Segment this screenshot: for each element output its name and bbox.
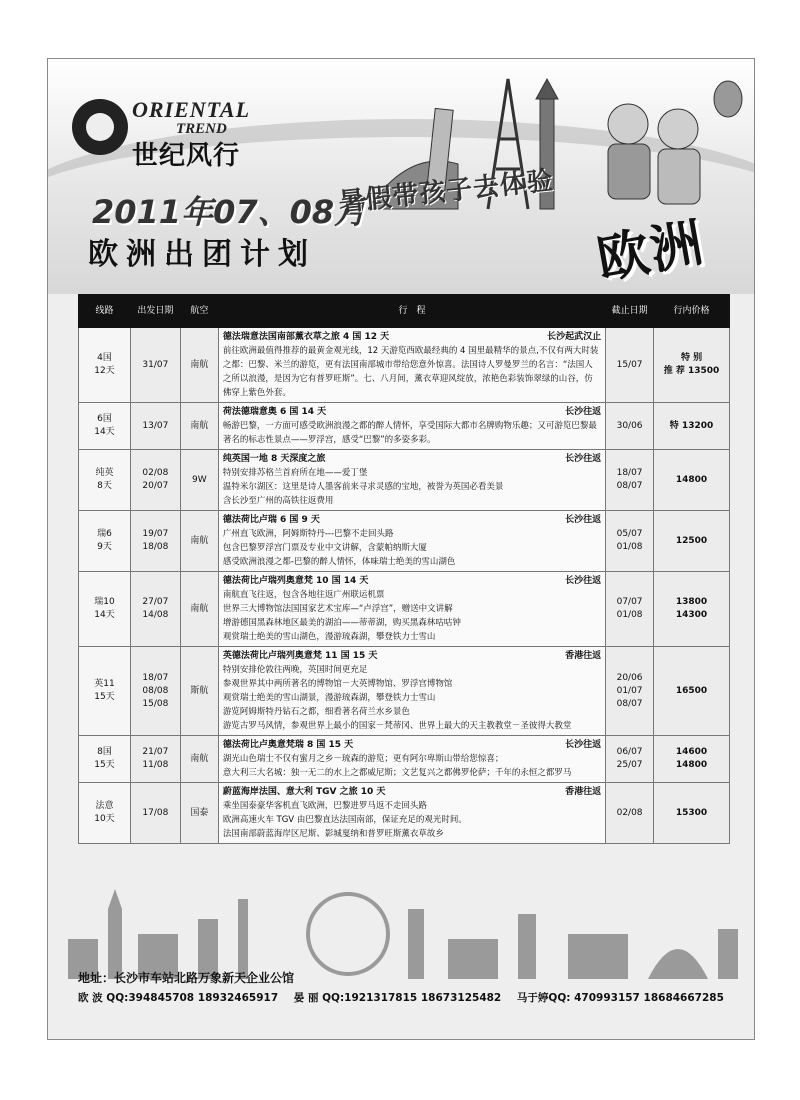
itinerary-line: 游览古罗马风情，参观世界上最小的国家－梵蒂冈、世界上最大的天主教教堂－圣彼得大教堂	[222, 721, 572, 731]
deadline-cell-value: 25/07	[616, 760, 643, 770]
price-cell	[654, 511, 730, 572]
itinerary-cell	[218, 403, 605, 450]
flyer-sheet	[47, 58, 755, 1040]
depart-cell	[130, 736, 180, 783]
price-cell-value: 特 13200	[669, 420, 714, 431]
depart-cell	[130, 647, 180, 736]
itinerary-title: 荷法德瑞意奥 6 国 14 天	[222, 407, 327, 417]
itinerary-origin: 长沙起武汉止	[547, 332, 602, 342]
price-cell-value: 14600	[675, 747, 708, 757]
deadline-cell-value: 02/08	[616, 807, 643, 818]
deadline-cell	[606, 783, 654, 844]
deadline-cell	[606, 403, 654, 450]
table-row	[79, 450, 730, 511]
route-cell: 英11 15天	[79, 647, 131, 736]
depart-cell-value: 17/08	[142, 807, 169, 818]
itinerary-line: 广州直飞欧洲，阿姆斯特丹---巴黎不走回头路	[222, 529, 394, 539]
price-cell	[654, 647, 730, 736]
header-depart: 出发日期	[130, 295, 180, 328]
footer	[78, 969, 738, 1005]
itinerary-title-row	[223, 649, 601, 663]
table-header-row	[79, 295, 730, 328]
deadline-cell-value: 01/08	[616, 610, 643, 620]
itinerary-line: 感受欧洲浪漫之都-巴黎的醉人情怀，体味瑞士绝美的雪山湖色	[222, 557, 456, 567]
depart-cell	[130, 450, 180, 511]
depart-cell-value: 11/08	[142, 760, 169, 770]
price-cell	[654, 328, 730, 403]
itinerary-line: 法国南部蔚蓝海岸区尼斯、影城戛纳和普罗旺斯薰衣草故乡	[222, 829, 444, 839]
airline-cell: 9W	[180, 450, 218, 511]
itinerary-origin: 香港往返	[565, 651, 602, 661]
itinerary-title: 德法荷比卢奥意梵瑞 8 国 15 天	[222, 740, 354, 750]
itinerary-cell	[218, 572, 605, 647]
itinerary-title: 纯英国一地 8 天深度之旅	[222, 454, 326, 464]
depart-cell-value: 14/08	[142, 610, 169, 620]
depart-cell-value: 02/08	[142, 468, 169, 478]
price-cell-value: 特 别 推 荐 13500	[663, 353, 720, 376]
itinerary-cell	[218, 450, 605, 511]
deadline-cell-value: 30/06	[616, 420, 643, 431]
airline-cell: 南航	[180, 572, 218, 647]
depart-cell-value: 27/07	[142, 597, 169, 607]
deadline-cell-value: 20/06	[616, 672, 643, 683]
table-row	[79, 736, 730, 783]
tour-schedule-table-wrap	[78, 294, 730, 844]
itinerary-line: 游览阿姆斯特丹钻石之都，细看著名荷兰水乡景色	[222, 707, 410, 717]
itinerary-line: 欧洲高速火车 TGV 由巴黎直达法国南部，保证充足的观光时间。	[222, 815, 467, 825]
header-price: 行内价格	[654, 295, 730, 328]
itinerary-title-row	[223, 330, 601, 344]
brand-logo	[72, 91, 272, 171]
airline-cell: 南航	[180, 328, 218, 403]
tour-schedule-table	[78, 294, 730, 844]
itinerary-origin: 香港往返	[565, 787, 602, 797]
itinerary-cell	[218, 511, 605, 572]
route-cell: 4国 12天	[79, 328, 131, 403]
depart-cell	[130, 572, 180, 647]
deadline-cell-value: 15/07	[616, 359, 643, 370]
depart-cell-value: 08/08	[142, 685, 169, 696]
price-cell	[654, 736, 730, 783]
deadline-cell-value: 01/08	[616, 542, 643, 552]
itinerary-line: 包含巴黎罗浮宫门票及专业中文讲解，含蒙帕纳斯大厦	[222, 543, 427, 553]
itinerary-line: 乘坐国泰豪华客机直飞欧洲，巴黎进罗马返不走回头路	[222, 801, 427, 811]
logo-mark-icon	[72, 99, 128, 155]
price-cell	[654, 572, 730, 647]
child-girl-icon	[608, 104, 648, 144]
price-cell-value: 16500	[675, 685, 708, 696]
itinerary-title-row	[223, 513, 601, 527]
contact-3: 马于婷QQ: 470993157 18684667285	[516, 992, 724, 1004]
itinerary-origin: 长沙往返	[565, 515, 602, 525]
depart-cell-value: 31/07	[142, 359, 169, 370]
itinerary-title: 德法瑞意法国南部薰衣草之旅 4 国 12 天	[222, 332, 390, 342]
logo-cn: 世纪风行	[132, 141, 241, 171]
schedule-period: 2011年07、08月	[92, 193, 367, 231]
deadline-cell	[606, 511, 654, 572]
header-itinerary: 行 程	[218, 295, 605, 328]
route-cell: 瑞10 14天	[79, 572, 131, 647]
itinerary-origin: 长沙往返	[565, 407, 602, 417]
deadline-cell	[606, 572, 654, 647]
deadline-cell-value: 18/07	[616, 468, 643, 478]
itinerary-title-row	[223, 452, 601, 466]
depart-cell	[130, 403, 180, 450]
itinerary-title: 英德法荷比卢瑞列奥意梵 11 国 15 天	[222, 651, 378, 661]
header-route: 线路	[79, 295, 131, 328]
child-boy-icon	[658, 109, 698, 149]
price-cell-value: 14300	[675, 610, 708, 620]
deadline-cell	[606, 450, 654, 511]
route-cell: 6国 14天	[79, 403, 131, 450]
table-row	[79, 572, 730, 647]
itinerary-title-row	[223, 785, 601, 799]
itinerary-line: 前往欧洲最值得推荐的最黄金观光线，12 天游览西欧最经典的 4 国里最精华的景点,不仅有两大时装之都：巴黎、米兰的游览，更有法国南部城市带给您意外惊喜。法国诗人罗曼罗兰的名言：“法国人之所以浪漫，是因为它有普罗旺斯”。七、八月间，薰衣草迎风绽放，浓艳色彩装饰翠绿的山谷，仿佛穿上紫色外套。	[222, 346, 599, 398]
deadline-cell-value: 01/07	[616, 685, 643, 696]
deadline-cell	[606, 736, 654, 783]
itinerary-line: 特别安排苏格兰首府所在地——爱丁堡	[222, 468, 368, 478]
itinerary-origin: 长沙往返	[565, 740, 602, 750]
airline-cell: 南航	[180, 511, 218, 572]
table-body	[79, 328, 730, 844]
logo-en-line2: TREND	[176, 121, 227, 137]
page-title: 欧洲出团计划	[88, 237, 316, 272]
airline-cell: 国泰	[180, 783, 218, 844]
depart-cell	[130, 328, 180, 403]
deadline-cell	[606, 328, 654, 403]
itinerary-title: 蔚蓝海岸法国、意大利 TGV 之旅 10 天	[222, 787, 386, 797]
hot-air-balloon-icon	[714, 81, 742, 117]
contact-2: 晏 丽 QQ:1921317815 18673125482	[293, 992, 502, 1004]
itinerary-origin: 长沙往返	[565, 454, 602, 464]
slogan-europe: 欧洲	[592, 212, 710, 291]
itinerary-title-row	[223, 738, 601, 752]
airline-cell: 南航	[180, 403, 218, 450]
route-cell: 瑞6 9天	[79, 511, 131, 572]
itinerary-title-row	[223, 405, 601, 419]
depart-cell-value: 19/07	[142, 529, 169, 539]
table-row	[79, 328, 730, 403]
table-row	[79, 403, 730, 450]
itinerary-cell	[218, 647, 605, 736]
itinerary-line: 增游德国黑森林地区最美的湖泊——蒂蒂湖，购买黑森林咕咕钟	[222, 618, 461, 628]
depart-cell	[130, 511, 180, 572]
itinerary-line: 湖光山色瑞士不仅有蜜月之乡－琉森的游览；更有阿尔卑斯山带给您惊喜；	[222, 754, 504, 764]
price-cell-value: 14800	[675, 760, 708, 770]
price-cell	[654, 450, 730, 511]
hero-banner	[48, 59, 754, 294]
route-cell: 8国 15天	[79, 736, 131, 783]
itinerary-title: 德法荷比卢瑞列奥意梵 10 国 14 天	[222, 576, 369, 586]
itinerary-cell	[218, 328, 605, 403]
depart-cell-value: 18/08	[142, 542, 169, 552]
depart-cell-value: 15/08	[142, 698, 169, 709]
itinerary-line: 畅游巴黎，一方面可感受欧洲浪漫之都的醉人情怀，享受国际大都市名牌购物乐趣；又可游览巴黎最著名的标志性景点——罗浮宫，感受“巴黎”的多姿多彩。	[222, 421, 597, 445]
price-cell-value: 14800	[675, 474, 708, 485]
header-deadline: 截止日期	[606, 295, 654, 328]
city-skyline-illustration	[48, 879, 754, 979]
logo-en-line1: ORIENTAL	[132, 97, 251, 122]
price-cell	[654, 783, 730, 844]
itinerary-line: 参观世界其中两所著名的博物馆－大英博物馆、罗浮宫博物馆	[222, 679, 453, 689]
deadline-cell	[606, 647, 654, 736]
deadline-cell-value: 05/07	[616, 529, 643, 539]
itinerary-line: 意大利三大名城：独一无二的水上之都威尼斯；文艺复兴之都佛罗伦萨；千年的永恒之都罗马	[222, 768, 572, 778]
depart-cell-value: 13/07	[142, 420, 169, 431]
depart-cell	[130, 783, 180, 844]
table-row	[79, 647, 730, 736]
depart-cell-value: 18/07	[142, 672, 169, 683]
price-cell	[654, 403, 730, 450]
itinerary-line: 观赏瑞士绝美的雪山湖景，漫游琉森湖，攀登铁力士雪山	[222, 693, 436, 703]
route-cell: 法意 10天	[79, 783, 131, 844]
itinerary-line: 特别安排伦敦往两晚，英国时间更充足	[222, 665, 368, 675]
deadline-cell-value: 07/07	[616, 597, 643, 607]
slogan: 暑假带孩子去体验	[337, 165, 556, 219]
deadline-cell-value: 06/07	[616, 747, 643, 757]
route-cell: 纯英 8天	[79, 450, 131, 511]
itinerary-cell	[218, 783, 605, 844]
itinerary-title-row	[223, 574, 601, 588]
table-row	[79, 783, 730, 844]
deadline-cell-value: 08/07	[616, 698, 643, 709]
itinerary-line: 南航直飞往返，包含各地往返广州联运机票	[222, 590, 385, 600]
price-cell-value: 12500	[675, 535, 708, 546]
itinerary-line: 世界三大博物馆法国国家艺术宝库—“卢浮宫”，赠送中文讲解	[222, 604, 453, 614]
header-airline: 航空	[180, 295, 218, 328]
price-cell-value: 13800	[675, 597, 708, 607]
contact-line	[78, 990, 738, 1005]
depart-cell-value: 20/07	[142, 481, 169, 491]
itinerary-origin: 长沙往返	[565, 576, 602, 586]
airline-cell: 斯航	[180, 647, 218, 736]
table-row	[79, 511, 730, 572]
itinerary-title: 德法荷比卢瑞 6 国 9 天	[222, 515, 320, 525]
itinerary-line: 观赏瑞士绝美的雪山湖色，漫游琉森湖，攀登铁力士雪山	[222, 632, 436, 642]
airline-cell: 南航	[180, 736, 218, 783]
address: 地址：长沙市车站北路万象新天企业公馆	[78, 971, 295, 985]
itinerary-line: 含长沙至广州的高铁往返费用	[222, 496, 334, 506]
price-cell-value: 15300	[675, 807, 708, 818]
itinerary-cell	[218, 736, 605, 783]
contact-1: 欧 波 QQ:394845708 18932465917	[78, 992, 279, 1004]
depart-cell-value: 21/07	[142, 747, 169, 757]
itinerary-line: 温特米尔湖区：这里是诗人墨客前来寻求灵感的宝地，被誉为英国必看美景	[222, 482, 504, 492]
deadline-cell-value: 08/07	[616, 481, 643, 491]
